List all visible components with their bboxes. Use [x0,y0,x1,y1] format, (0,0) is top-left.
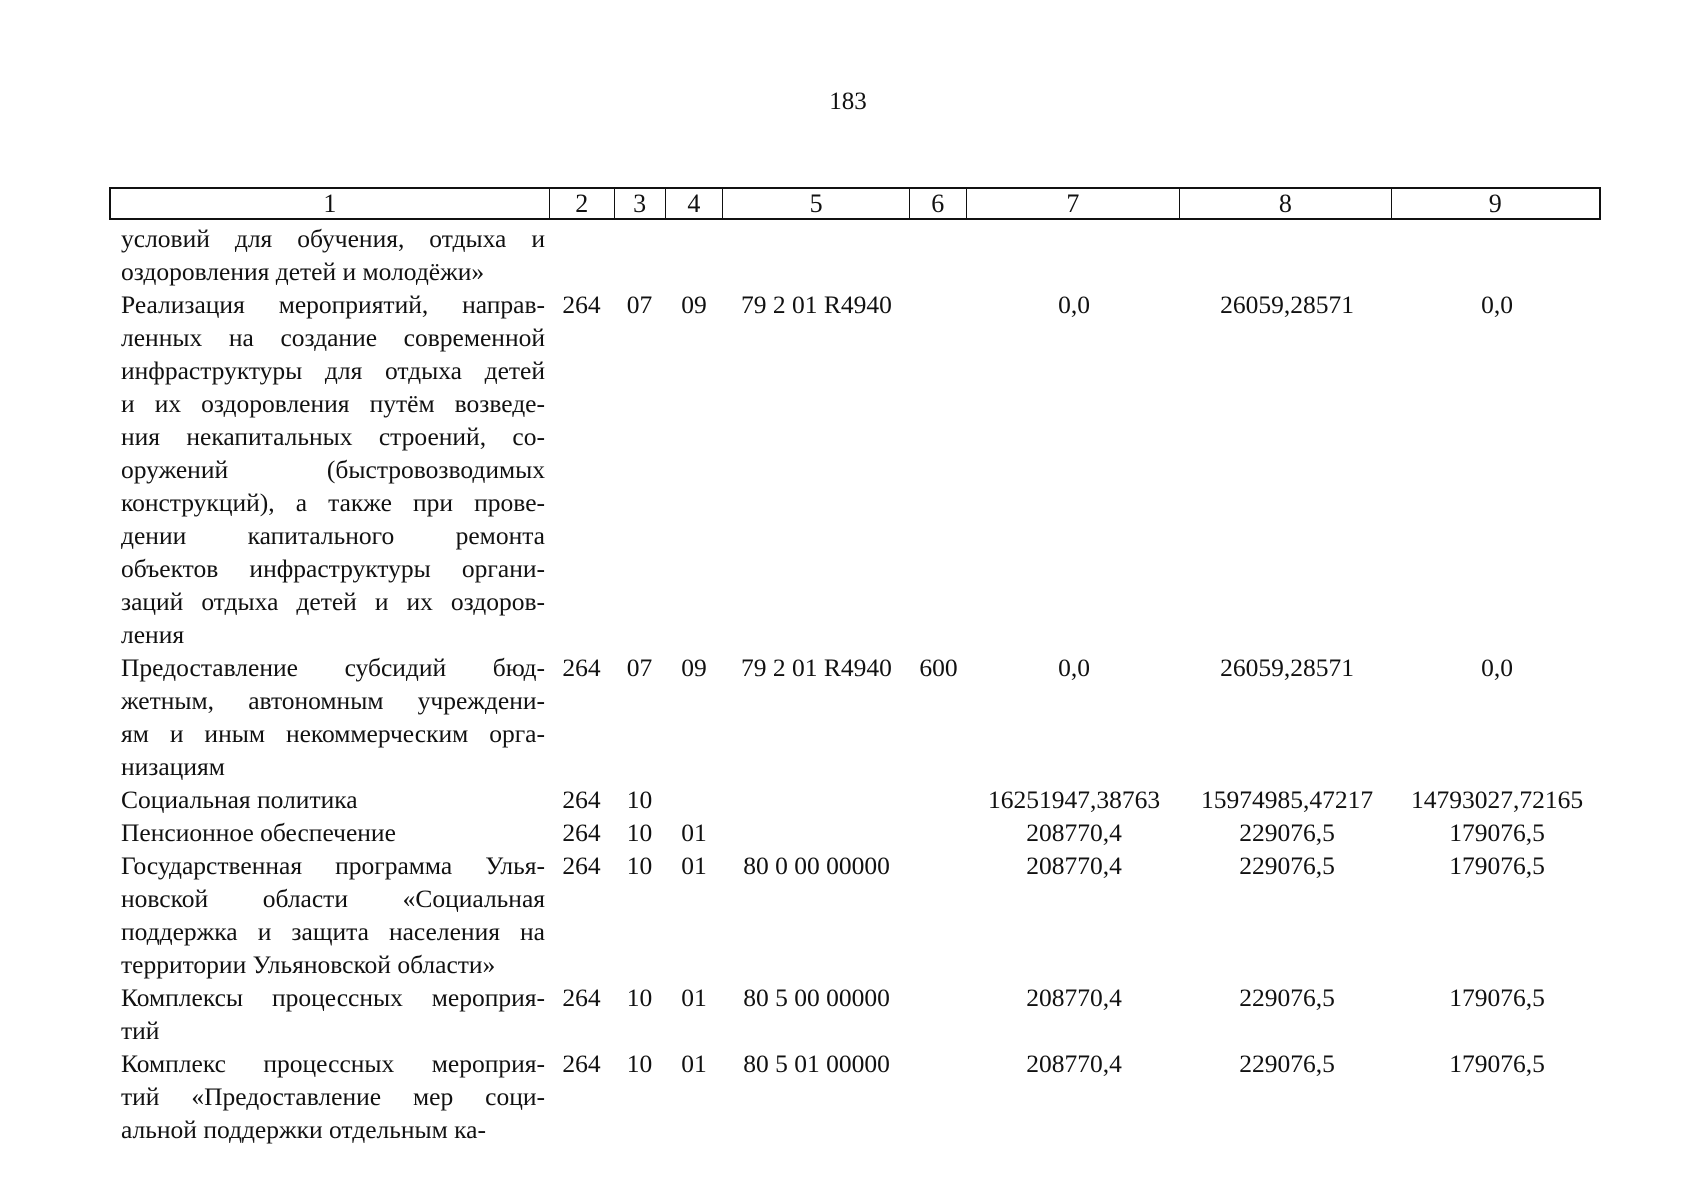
section-code: 07 [626,290,653,319]
amount-year-3: 0,0 [1481,290,1513,319]
amount-year-2: 229076,5 [1239,1049,1335,1078]
subsection-code: 09 [681,290,707,319]
section-code: 10 [626,1049,653,1078]
subsection-code: 09 [681,653,707,682]
row-description [109,1047,549,1146]
table-row [109,1047,1601,1146]
amount-year-3: 179076,5 [1449,1049,1545,1078]
expense-type: 600 [919,653,958,682]
amount-year-2: 26059,28571 [1220,290,1354,319]
table-row [109,849,1601,981]
section-code: 10 [626,818,653,847]
description-line: ления [121,620,185,649]
description-line: дении капитального ремонта [121,521,545,550]
description-line: оздоровления детей и молодёжи» [121,257,485,286]
table-row [109,288,1601,651]
amount-year-2: 15974985,47217 [1200,785,1374,814]
header-col-3: 3 [615,189,666,218]
description-line: конструкций), а также при прове- [121,488,545,517]
subsection-code: 01 [681,983,707,1012]
target-article: 80 0 00 00000 [743,851,890,880]
description-line: Комплексы процессных мероприя- [121,983,545,1012]
description-line: заций отдыха детей и их оздоров- [121,587,545,616]
amount-year-2: 229076,5 [1239,851,1335,880]
target-article: 79 2 01 R4940 [741,290,892,319]
table-row [109,222,1601,288]
description-line: альной поддержки отдельным ка- [121,1115,486,1144]
description-line: Комплекс процессных мероприя- [121,1049,545,1078]
header-col-6: 6 [910,189,967,218]
header-col-4: 4 [666,189,724,218]
amount-year-1: 16251947,38763 [987,785,1161,814]
amount-year-2: 229076,5 [1239,818,1335,847]
header-col-9: 9 [1488,189,1502,218]
description-line: объектов инфраструктуры органи- [121,554,545,583]
page-number: 183 [829,88,867,115]
description-line: тий [121,1016,160,1045]
target-article: 80 5 00 00000 [743,983,890,1012]
description-line: Социальная политика [121,785,358,814]
description-line: ленных на создание современной [121,323,545,352]
amount-year-3: 179076,5 [1449,851,1545,880]
subsection-code: 01 [681,818,707,847]
description-line: Реализация мероприятий, направ- [121,290,545,319]
admin-code: 264 [562,818,601,847]
row-description [109,849,549,981]
description-line: инфраструктуры для отдыха детей [121,356,545,385]
description-line: новской области «Социальная [121,884,545,913]
admin-code: 264 [562,290,601,319]
table-body [109,222,1601,1146]
amount-year-3: 179076,5 [1449,983,1545,1012]
table-row [109,783,1601,816]
subsection-code: 01 [681,851,707,880]
header-col-1: 1 [111,189,550,218]
amount-year-2: 229076,5 [1239,983,1335,1012]
description-line: ям и иным некоммерческим орга- [121,719,545,748]
admin-code: 264 [562,785,601,814]
amount-year-1: 0,0 [1058,290,1090,319]
description-line: территории Ульяновской области» [121,950,496,979]
amount-year-1: 0,0 [1058,653,1090,682]
admin-code: 264 [562,1049,601,1078]
section-code: 10 [626,851,653,880]
row-description [109,222,549,288]
description-line: Государственная программа Улья- [121,851,545,880]
table-row [109,816,1601,849]
amount-year-3: 179076,5 [1449,818,1545,847]
amount-year-2: 26059,28571 [1220,653,1354,682]
table-header [109,187,1601,220]
row-description [109,783,549,816]
description-line: Предоставление субсидий бюд- [121,653,545,682]
amount-year-1: 208770,4 [1026,851,1122,880]
description-line: поддержка и защита населения на [121,917,545,946]
description-line: жетным, автономным учреждени- [121,686,545,715]
section-code: 10 [626,983,653,1012]
description-line: Пенсионное обеспечение [121,818,396,847]
header-col-2: 2 [550,189,615,218]
amount-year-3: 14793027,72165 [1410,785,1584,814]
row-description [109,816,549,849]
amount-year-3: 0,0 [1481,653,1513,682]
header-col-7: 7 [967,189,1180,218]
target-article: 80 5 01 00000 [743,1049,890,1078]
description-line: и их оздоровления путём возведе- [121,389,545,418]
description-line: низациям [121,752,225,781]
target-article: 79 2 01 R4940 [741,653,892,682]
description-line: оружений (быстровозводимых [121,455,545,484]
description-line: условий для обучения, отдыха и [121,224,545,253]
section-code: 07 [626,653,653,682]
table-row [109,981,1601,1047]
table-row [109,651,1601,783]
amount-year-1: 208770,4 [1026,818,1122,847]
subsection-code: 01 [681,1049,707,1078]
row-description [109,651,549,783]
description-line: тий «Предоставление мер соци- [121,1082,545,1111]
amount-year-1: 208770,4 [1026,1049,1122,1078]
admin-code: 264 [562,983,601,1012]
amount-year-1: 208770,4 [1026,983,1122,1012]
header-col-8: 8 [1180,189,1391,218]
header-col-5: 5 [723,189,910,218]
row-description [109,981,549,1047]
admin-code: 264 [562,851,601,880]
section-code: 10 [626,785,653,814]
description-line: ния некапитальных строений, со- [121,422,545,451]
row-description [109,288,549,651]
admin-code: 264 [562,653,601,682]
